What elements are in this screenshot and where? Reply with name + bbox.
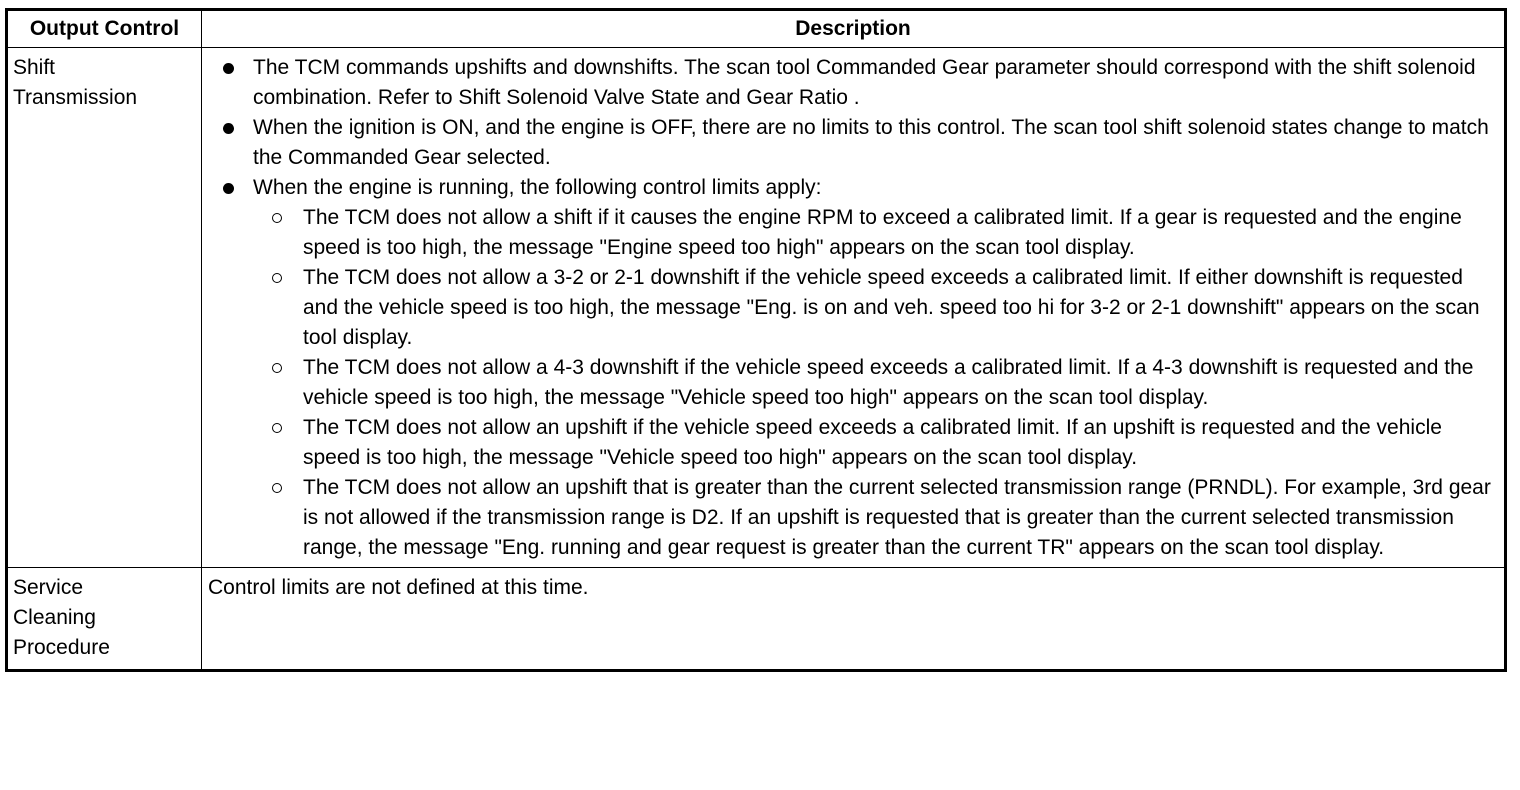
sub-bullet-text: The TCM does not allow a 3-2 or 2-1 downshift if the vehicle speed exceeds a calibrated limit. If either downshift is requested and the vehicle speed is too high, the message "Eng. is on and veh. speed too hi for 3-2 or 2-1 downshift" appears on the scan tool display. (303, 266, 1480, 349)
control-name-line: Procedure (13, 636, 110, 659)
list-item (253, 53, 1500, 113)
list-item (303, 413, 1500, 473)
hollow-bullet-icon (272, 213, 282, 223)
hollow-bullet-icon (272, 423, 282, 433)
list-item (303, 263, 1500, 353)
output-control-table (5, 8, 1507, 672)
list-item (303, 353, 1500, 413)
bullet-text: When the engine is running, the following control limits apply: (253, 176, 822, 199)
description-cell (202, 48, 1506, 568)
filled-bullet-icon (223, 183, 234, 194)
table-row (7, 568, 1506, 671)
header-row (7, 10, 1506, 48)
control-name-line: Cleaning (13, 606, 96, 629)
sub-bullet-text: The TCM does not allow an upshift that is greater than the current selected transmission range (PRNDL). For example, 3rd gear is not allowed if the transmission range is D2. If an upshift is requested that is greater than the current selected transmission range, the message "Eng. running and gear request is greater than the current TR" appears on the scan tool display. (303, 476, 1491, 559)
sub-bullet-text: The TCM does not allow an upshift if the vehicle speed exceeds a calibrated limit. If an upshift is requested and the vehicle speed is too high, the message "Vehicle speed too high" appears on the scan tool display. (303, 416, 1442, 469)
list-item (253, 173, 1500, 563)
hollow-bullet-icon (272, 483, 282, 493)
output-control-cell (7, 568, 202, 671)
description-text: Control limits are not defined at this time. (208, 576, 589, 599)
list-item (303, 203, 1500, 263)
list-item (253, 113, 1500, 173)
table-row (7, 48, 1506, 568)
list-item (303, 473, 1500, 563)
sub-bullet-list (253, 203, 1500, 563)
hollow-bullet-icon (272, 273, 282, 283)
output-control-cell (7, 48, 202, 568)
sub-bullet-text: The TCM does not allow a 4-3 downshift if the vehicle speed exceeds a calibrated limit. If a 4-3 downshift is requested and the vehicle speed is too high, the message "Vehicle speed too high" appears on the scan tool display. (303, 356, 1474, 409)
header-description: Description (202, 10, 1506, 48)
filled-bullet-icon (223, 63, 234, 74)
control-name-line: Service (13, 576, 84, 599)
control-name-line: Shift (13, 56, 56, 79)
control-name-line: Transmission (13, 86, 138, 109)
description-cell (202, 568, 1506, 671)
bullet-list (208, 53, 1500, 563)
bullet-text: When the ignition is ON, and the engine is OFF, there are no limits to this control. The scan tool shift solenoid states change to match the Commanded Gear selected. (253, 116, 1489, 169)
filled-bullet-icon (223, 123, 234, 134)
hollow-bullet-icon (272, 363, 282, 373)
bullet-text: The TCM commands upshifts and downshifts. The scan tool Commanded Gear parameter should correspond with the shift solenoid combination. Refer to Shift Solenoid Valve State and Gear Ratio . (253, 56, 1476, 109)
sub-bullet-text: The TCM does not allow a shift if it causes the engine RPM to exceed a calibrated limit. If a gear is requested and the engine speed is too high, the message "Engine speed too high" appears on the scan tool display. (303, 206, 1462, 259)
header-output-control: Output Control (7, 10, 202, 48)
